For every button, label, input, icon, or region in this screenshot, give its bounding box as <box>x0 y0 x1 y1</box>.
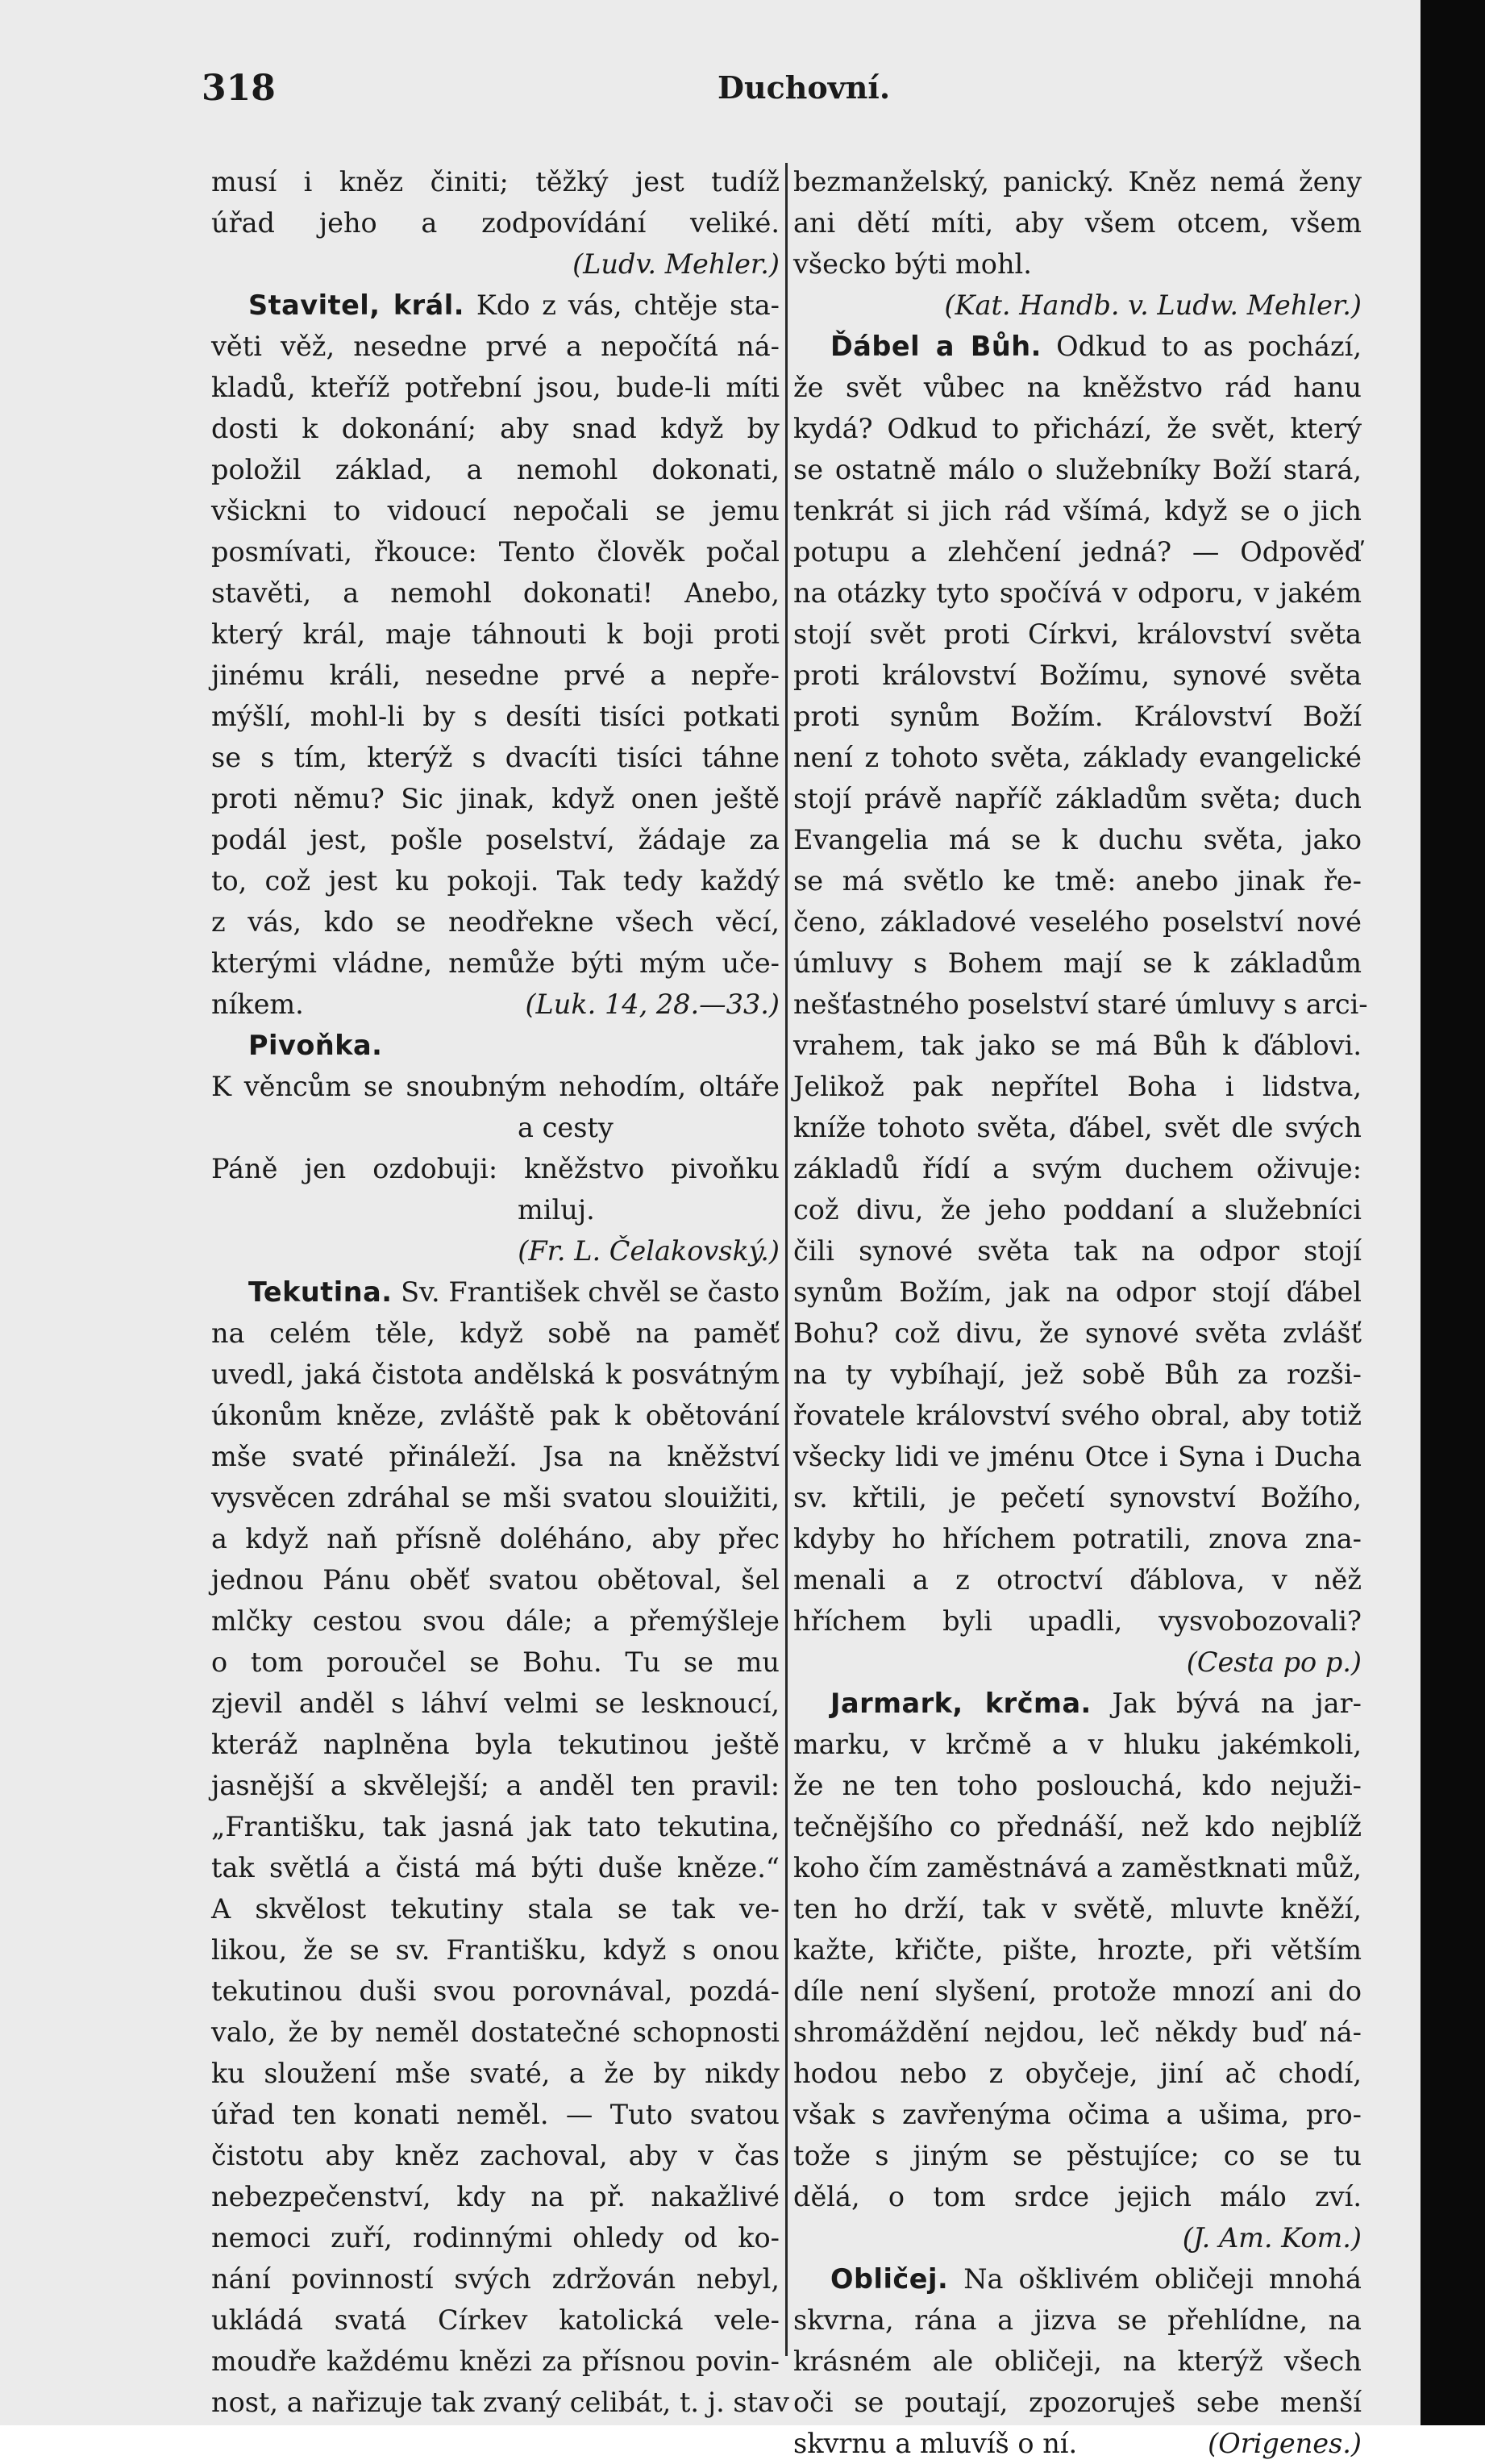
poem-line: a cesty <box>518 1112 614 1143</box>
text-line: shromáždění nejdou, leč někdy buď ná- <box>793 2017 1362 2048</box>
text-line: ten ho drží, tak v světě, mluvte kněží, <box>793 1893 1362 1925</box>
text-line: ku sloužení mše svaté, a že by nikdy <box>211 2058 780 2089</box>
text-line: proti království Božímu, synové světa <box>793 660 1362 691</box>
tekutina-heading: Tekutina. <box>248 1276 393 1308</box>
text-line: stavěti, a nemohl dokonati! Anebo, <box>211 577 780 609</box>
text-line: čili synové světa tak na odpor stojí <box>793 1235 1362 1267</box>
text-line: posmívati, řkouce: Tento člověk počal <box>211 536 780 568</box>
text-line: moudře každému knězi za přísnou povin- <box>211 2345 780 2377</box>
jarmark-first-text: Jak bývá na jar- <box>1091 1688 1362 1719</box>
text-line: „Františku, tak jasná jak tato tekutina, <box>211 1811 780 1842</box>
text-line: základů řídí a svým duchem oživuje: <box>793 1153 1362 1184</box>
text-line: všecko býti mohl. <box>793 248 1032 280</box>
text-line: kdyby ho hříchem potratili, znova zna- <box>793 1523 1362 1555</box>
text-line: tože s jiným se pěstujíce; co se tu <box>793 2140 1362 2171</box>
text-line: na ty vybíhají, jež sobě Bůh za rozši- <box>793 1359 1362 1390</box>
text-fragment: skvrnu a mluvíš o ní. <box>793 2428 1078 2459</box>
pivonka-heading: Pivoňka. <box>248 1030 383 1061</box>
text-line: vysvěcen zdráhal se mši svatou slouižiti, <box>211 1482 780 1513</box>
citation: (Luk. 14, 28.—33.) <box>525 989 780 1020</box>
text-line: kteráž naplněna byla tekutinou ještě <box>211 1729 780 1760</box>
text-line: hříchem byli upadli, vysvobozovali? <box>793 1605 1362 1637</box>
page-number: 318 <box>202 68 276 109</box>
stavitel-last-line <box>211 984 780 1025</box>
text-line: to, což jest ku pokoji. Tak tedy každý <box>211 865 780 897</box>
citation: (Origenes.) <box>1208 2428 1362 2459</box>
text-line: všickni to vidoucí nepočali se jemu <box>211 495 780 527</box>
text-line: nost, a nařizuje tak zvaný celibát, t. j. stav <box>211 2387 789 2418</box>
text-line: se s tím, kterýž s dvacíti tisíci táhne <box>211 742 780 773</box>
text-line: že svět vůbec na kněžstvo rád hanu <box>793 372 1362 403</box>
citation: (Ludv. Mehler.) <box>572 248 780 280</box>
citation: (Fr. L. Čelakovský.) <box>518 1235 780 1267</box>
text-line: není z tohoto světa, základy evangelické <box>793 742 1362 773</box>
text-line: uvedl, jaká čistota andělská k posvátným <box>211 1359 780 1390</box>
text-line: synům Božím, jak na odpor stojí ďábel <box>793 1276 1362 1308</box>
stavitel-first-text: Kdo z vás, chtěje sta- <box>464 289 780 321</box>
page-header <box>202 68 1371 116</box>
text-line: dělá, o tom srdce jejich málo zví. <box>793 2181 1362 2212</box>
text-line: ani dětí míti, aby všem otcem, všem <box>793 207 1362 239</box>
text-line: na otázky tyto spočívá v odporu, v jakém <box>793 577 1362 609</box>
oblicej-last-line <box>793 2423 1362 2464</box>
text-fragment: níkem. <box>211 989 304 1020</box>
running-title: Duchovní. <box>718 69 891 106</box>
text-line: oči se poutají, zpozoruješ sebe menší <box>793 2387 1362 2418</box>
text-line: bezmanželský, panický. Kněz nemá ženy <box>793 166 1362 198</box>
text-line: Jelikož pak nepřítel Boha i lidstva, <box>793 1071 1362 1102</box>
text-line: úmluvy s Bohem mají se k základům <box>793 947 1362 979</box>
text-line: jinému králi, nesedne prvé a nepře- <box>211 660 780 691</box>
text-line: nebezpečenství, kdy na př. nakažlivé <box>211 2181 780 2212</box>
text-line: řovatele království svého obral, aby totiž <box>793 1400 1362 1431</box>
text-line: čeno, základové veselého poselství nové <box>793 906 1362 938</box>
text-line: ukládá svatá Církev katolická vele- <box>211 2304 780 2336</box>
text-line: tekutinou duši svou porovnával, pozdá- <box>211 1975 780 2007</box>
stavitel-heading: Stavitel, král. <box>248 289 464 321</box>
text-line: podál jest, pošle poselství, žádaje za <box>211 824 780 855</box>
oblicej-first-text: Na ošklivém obličeji mnohá <box>948 2263 1362 2295</box>
text-line: čistotu aby kněz zachoval, aby v čas <box>211 2140 780 2171</box>
text-line: však s zavřenýma očima a ušima, pro- <box>793 2099 1362 2130</box>
citation: (Cesta po p.) <box>1186 1646 1362 1678</box>
tekutina-first-text: Sv. František chvěl se často <box>392 1276 780 1308</box>
text-line: koho čím zaměstnává a zaměstknati můž, <box>793 1852 1362 1883</box>
text-line: nešťastného poselství staré úmluvy s arci- <box>793 989 1368 1020</box>
text-line: proti němu? Sic jinak, když onen ještě <box>211 783 780 814</box>
text-line: všecky lidi ve jménu Otce i Syna i Ducha <box>793 1441 1362 1472</box>
text-line: o tom poroučel se Bohu. Tu se mu <box>211 1646 780 1678</box>
text-line: kažte, křičte, pište, hrozte, při větším <box>793 1934 1362 1966</box>
text-line: valo, že by neměl dostatečné schopnosti <box>211 2017 780 2048</box>
oblicej-first-line <box>793 2258 1362 2300</box>
text-line: sv. křtili, je pečetí synovství Božího, <box>793 1482 1362 1513</box>
text-line: kterými vládne, nemůže býti mým uče- <box>211 947 780 979</box>
text-line: kníže tohoto světa, ďábel, svět dle svých <box>793 1112 1362 1143</box>
text-line: a když naň přísně doléháno, aby přec <box>211 1523 780 1555</box>
text-line: stojí právě napříč základům světa; duch <box>793 783 1362 814</box>
dabel-first-text: Odkud to as pochází, <box>1041 331 1362 362</box>
column-divider <box>785 163 788 2356</box>
citation: (J. Am. Kom.) <box>1182 2222 1362 2254</box>
text-line: potupu a zlehčení jedná? — Odpověď <box>793 536 1362 568</box>
text-line: zjevil anděl s láhví velmi se lesknoucí, <box>211 1688 780 1719</box>
text-line: se má světlo ke tmě: anebo jinak ře- <box>793 865 1362 897</box>
text-line: na celém těle, když sobě na paměť <box>211 1317 780 1349</box>
dabel-first-line <box>793 326 1362 367</box>
text-line: že ne ten toho poslouchá, kdo nejuži- <box>793 1770 1362 1801</box>
scan-dark-edge <box>1421 0 1485 2425</box>
text-line: skvrna, rána a jizva se přehlídne, na <box>793 2304 1362 2336</box>
text-line: mše svaté přináleží. Jsa na kněžství <box>211 1441 780 1472</box>
text-line: krásném ale obličeji, na kterýž všech <box>793 2345 1362 2377</box>
text-line: kladů, kteříž potřební jsou, bude-li míti <box>211 372 780 403</box>
dabel-heading: Ďábel a Bůh. <box>830 331 1042 362</box>
text-line: tenkrát si jich rád všímá, když se o jich <box>793 495 1362 527</box>
tekutina-first-line <box>211 1272 780 1313</box>
poem-line: miluj. <box>518 1194 595 1226</box>
text-line: proti synům Božím. Království Boží <box>793 701 1362 732</box>
oblicej-heading: Obličej. <box>830 2263 949 2295</box>
citation: (Kat. Handb. v. Ludw. Mehler.) <box>944 289 1362 321</box>
text-line: úřad jeho a zodpovídání veliké. <box>211 207 780 239</box>
text-line: tak světlá a čistá má býti duše kněze.“ <box>211 1852 780 1883</box>
text-line: tečnějšího co přednáší, než kdo nejblíž <box>793 1811 1362 1842</box>
text-line: z vás, kdo se neodřekne všech věcí, <box>211 906 780 938</box>
text-line: jasnější a skvělejší; a anděl ten pravil: <box>211 1770 780 1801</box>
jarmark-heading: Jarmark, krčma. <box>830 1688 1092 1719</box>
text-line: věti věž, nesedne prvé a nepočítá ná- <box>211 331 780 362</box>
text-line: což divu, že jeho poddaní a služebníci <box>793 1194 1362 1226</box>
text-line: menali a z otroctví ďáblova, v něž <box>793 1564 1362 1596</box>
text-line: likou, že se sv. Františku, když s onou <box>211 1934 780 1966</box>
text-line: úřad ten konati neměl. — Tuto svatou <box>211 2099 780 2130</box>
text-line: hodou nebo z obyčeje, jiní ač chodí, <box>793 2058 1362 2089</box>
text-line: díle není slyšení, protože mnozí ani do <box>793 1975 1362 2007</box>
text-line: stojí svět proti Církvi, království světa <box>793 618 1362 650</box>
left-column <box>211 161 789 2423</box>
right-column <box>793 161 1368 2464</box>
text-line: mýšlí, mohl-li by s desíti tisíci potkati <box>211 701 780 732</box>
text-line: nání povinností svých zdržován nebyl, <box>211 2263 780 2295</box>
poem-line: K věncům se snoubným nehodím, oltáře <box>211 1071 780 1102</box>
text-line: musí i kněz činiti; těžký jest tudíž <box>211 166 780 198</box>
text-line: položil základ, a nemohl dokonati, <box>211 454 780 485</box>
text-line: se ostatně málo o služebníky Boží stará, <box>793 454 1362 485</box>
text-line: úkonům kněze, zvláště pak k obětování <box>211 1400 780 1431</box>
text-line: nemoci zuří, rodinnými ohledy od ko- <box>211 2222 780 2254</box>
jarmark-first-line <box>793 1683 1362 1724</box>
text-line: Bohu? což divu, že synové světa zvlášť <box>793 1317 1362 1349</box>
text-line: jednou Pánu oběť svatou obětoval, šel <box>211 1564 780 1596</box>
text-line: dosti k dokonání; aby snad když by <box>211 413 780 444</box>
text-line: marku, v krčmě a v hluku jakémkoli, <box>793 1729 1362 1760</box>
text-line: který král, maje táhnouti k boji proti <box>211 618 780 650</box>
text-line: A skvělost tekutiny stala se tak ve- <box>211 1893 780 1925</box>
stavitel-first-line <box>211 285 780 326</box>
text-line: kydá? Odkud to přichází, že svět, který <box>793 413 1362 444</box>
poem-line: Páně jen ozdobuji: kněžstvo pivoňku <box>211 1153 780 1184</box>
text-line: mlčky cestou svou dále; a přemýšleje <box>211 1605 780 1637</box>
text-line: vrahem, tak jako se má Bůh k ďáblovi. <box>793 1030 1362 1061</box>
text-line: Evangelia má se k duchu světa, jako <box>793 824 1362 855</box>
